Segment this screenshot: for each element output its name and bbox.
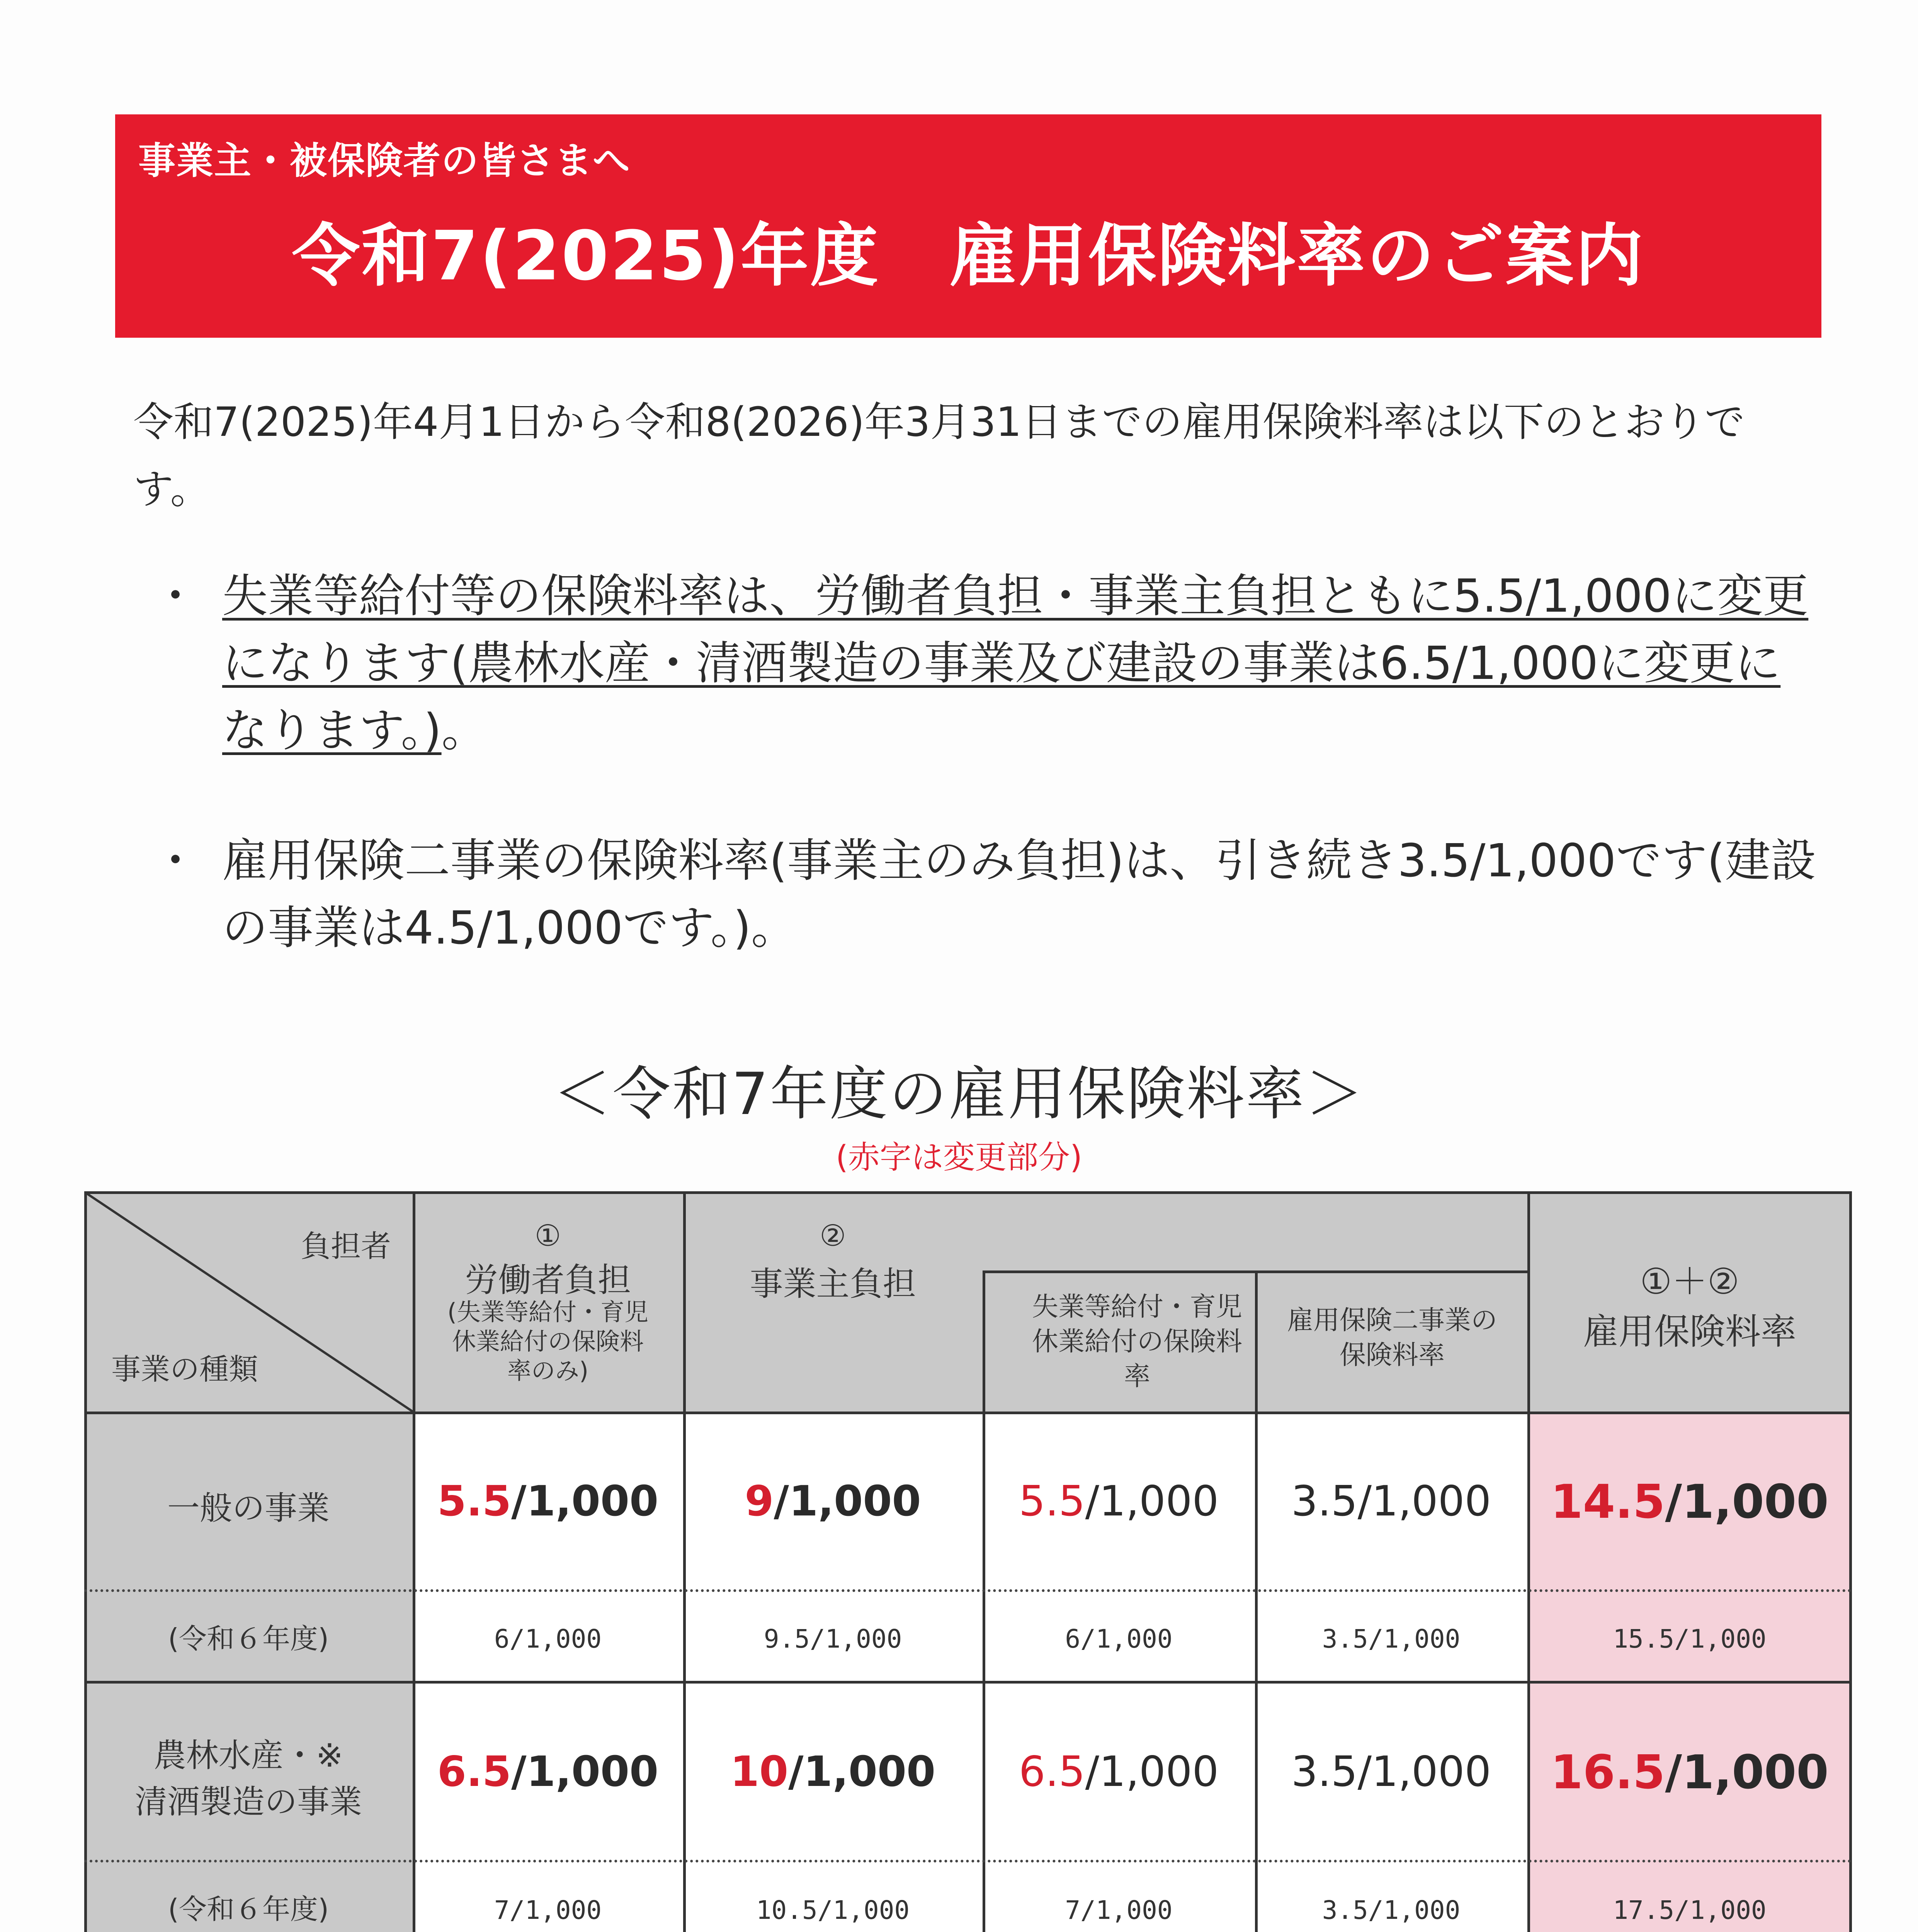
prev-total-rate: 17.5/1,000 <box>1613 1895 1767 1925</box>
col2-num: ② <box>820 1218 846 1253</box>
dotted-divider <box>84 1589 1852 1592</box>
corner-bottom-label: 事業の種類 <box>111 1352 258 1386</box>
prev-benefit-rate: 6/1,000 <box>1065 1624 1173 1654</box>
rate-table <box>84 1191 1852 1932</box>
prev-employer-rate: 10.5/1,000 <box>756 1895 910 1925</box>
prev-total-rate: 15.5/1,000 <box>1613 1624 1767 1654</box>
worker-rate: 6.5/1,000 <box>437 1748 659 1796</box>
prev-worker-rate: 7/1,000 <box>494 1895 602 1925</box>
addressee: 事業主・被保険者の皆さまへ <box>138 139 631 182</box>
row-label-agriculture: 農林水産・※ 清酒製造の事業 <box>134 1736 362 1821</box>
col3-num: ①＋② <box>1640 1261 1739 1302</box>
bullet-dot: ・ <box>153 569 199 622</box>
col-divider <box>983 1270 985 1932</box>
col1-label: 労働者負担 <box>465 1261 631 1299</box>
bullet-underlined: 失業等給付等の保険料率は、労働者負担・事業主負担ともに5.5/1,000に変更になります(農林水産・清酒製造の事業及び建設の事業は6.5/1,000に変更になります。) <box>222 569 1809 757</box>
subheader-divider <box>983 1270 1527 1273</box>
prev-two-programs-rate: 3.5/1,000 <box>1322 1624 1461 1654</box>
col3-label: 雇用保険料率 <box>1583 1311 1796 1352</box>
prev-employer-rate: 9.5/1,000 <box>763 1624 902 1654</box>
title-banner <box>115 114 1821 338</box>
prev-year-label: (令和６年度) <box>168 1622 329 1655</box>
two-programs-rate: 3.5/1,000 <box>1291 1477 1491 1526</box>
total-rate: 16.5/1,000 <box>1551 1746 1829 1799</box>
col2b-label: 雇用保険二事業の保険料率 <box>1287 1305 1497 1371</box>
table-subheading: (赤字は変更部分) <box>836 1139 1082 1176</box>
two-programs-rate: 3.5/1,000 <box>1291 1748 1491 1796</box>
bullet-text <box>222 562 1822 764</box>
intro-text: 令和7(2025)年4月1日から令和8(2026)年3月31日までの雇用保険料率は以下のとおりです。 <box>133 398 1745 513</box>
page-title: 令和7(2025)年度 雇用保険料率のご案内 <box>292 216 1645 296</box>
benefit-rate: 5.5/1,000 <box>1019 1477 1219 1526</box>
bullet-item <box>153 562 1822 764</box>
row-divider <box>84 1681 1852 1684</box>
corner-top-label: 負担者 <box>301 1229 391 1264</box>
employer-rate: 10/1,000 <box>730 1748 936 1796</box>
prev-worker-rate: 6/1,000 <box>494 1624 602 1654</box>
benefit-rate: 6.5/1,000 <box>1019 1748 1219 1796</box>
row-label-general: 一般の事業 <box>167 1489 330 1527</box>
col2-label: 事業主負担 <box>750 1265 916 1303</box>
total-rate: 14.5/1,000 <box>1551 1475 1829 1529</box>
bullet-item <box>153 827 1822 961</box>
bullet-text: 雇用保険二事業の保険料率(事業主のみ負担)は、引き続き3.5/1,000です(建設の事業は4.5/1,000です。)。 <box>222 834 1816 954</box>
col2a-label: 失業等給付・育児休業給付の保険料率 <box>1032 1292 1242 1392</box>
employer-rate: 9/1,000 <box>745 1477 921 1526</box>
col1-num: ① <box>534 1218 561 1253</box>
worker-rate: 5.5/1,000 <box>437 1477 659 1526</box>
prev-year-label: (令和６年度) <box>168 1893 329 1925</box>
col-divider <box>1255 1270 1258 1932</box>
bullet-rest: 。 <box>441 704 487 757</box>
prev-benefit-rate: 7/1,000 <box>1065 1895 1173 1925</box>
bullet-dot: ・ <box>153 834 199 887</box>
dotted-divider <box>84 1860 1852 1862</box>
col1-note: (失業等給付・育児休業給付の保険料率のみ) <box>447 1298 649 1385</box>
prev-two-programs-rate: 3.5/1,000 <box>1322 1895 1461 1925</box>
table-heading: ＜令和7年度の雇用保険料率＞ <box>553 1061 1365 1128</box>
